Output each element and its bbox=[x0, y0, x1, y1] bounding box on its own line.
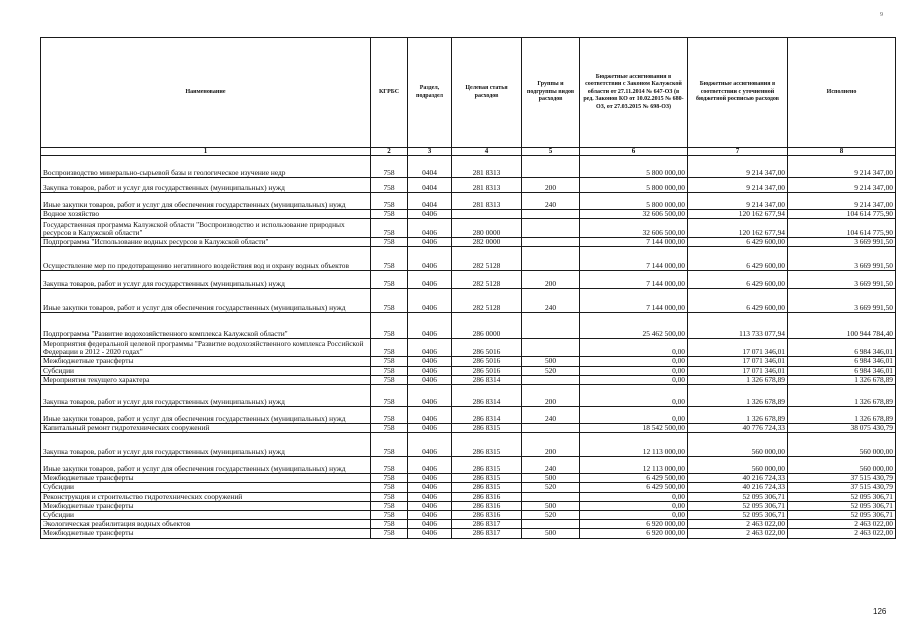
cell-target-article: 286 5016 bbox=[452, 357, 522, 366]
cell-kgrbs: 758 bbox=[371, 375, 408, 384]
cell-expense-group bbox=[522, 219, 580, 238]
cell-target-article: 286 8315 bbox=[452, 483, 522, 492]
table-row bbox=[41, 366, 896, 375]
cell-executed: 3 669 991,50 bbox=[788, 247, 896, 271]
cell-law-allocation: 5 800 000,00 bbox=[580, 178, 688, 193]
table-row bbox=[41, 313, 896, 339]
cell-kgrbs: 758 bbox=[371, 529, 408, 538]
cell-expense-group bbox=[522, 520, 580, 529]
table-row bbox=[41, 219, 896, 238]
cell-razdel: 0406 bbox=[408, 238, 452, 247]
cell-razdel: 0406 bbox=[408, 366, 452, 375]
budget-table bbox=[40, 37, 896, 539]
cell-target-article: 286 8315 bbox=[452, 474, 522, 483]
cell-razdel: 0406 bbox=[408, 433, 452, 457]
cell-law-allocation: 6 920 000,00 bbox=[580, 529, 688, 538]
cell-refined-allocation: 9 214 347,00 bbox=[688, 193, 788, 210]
cell-executed: 52 095 306,71 bbox=[788, 511, 896, 520]
corner-mark: 9 bbox=[880, 12, 883, 18]
table-row bbox=[41, 433, 896, 457]
cell-expense-group: 240 bbox=[522, 407, 580, 424]
cell-refined-allocation: 120 162 677,94 bbox=[688, 210, 788, 219]
cell-executed: 9 214 347,00 bbox=[788, 193, 896, 210]
cell-refined-allocation: 17 071 346,01 bbox=[688, 339, 788, 357]
cell-name: Закупка товаров, работ и услуг для государственных (муниципальных) нужд bbox=[41, 385, 371, 407]
cell-kgrbs: 758 bbox=[371, 366, 408, 375]
cell-expense-group bbox=[522, 238, 580, 247]
cell-kgrbs: 758 bbox=[371, 247, 408, 271]
cell-kgrbs: 758 bbox=[371, 219, 408, 238]
cell-executed: 37 515 430,79 bbox=[788, 483, 896, 492]
cell-refined-allocation: 2 463 022,00 bbox=[688, 529, 788, 538]
cell-target-article: 286 8315 bbox=[452, 424, 522, 433]
cell-kgrbs: 758 bbox=[371, 424, 408, 433]
cell-expense-group: 200 bbox=[522, 385, 580, 407]
cell-target-article: 281 8313 bbox=[452, 193, 522, 210]
cell-razdel: 0406 bbox=[408, 313, 452, 339]
cell-refined-allocation: 6 429 600,00 bbox=[688, 247, 788, 271]
cell-kgrbs: 758 bbox=[371, 492, 408, 501]
table-row bbox=[41, 492, 896, 501]
cell-expense-group: 240 bbox=[522, 193, 580, 210]
cell-law-allocation: 0,00 bbox=[580, 407, 688, 424]
cell-law-allocation: 12 113 000,00 bbox=[580, 457, 688, 474]
table-row bbox=[41, 483, 896, 492]
cell-expense-group bbox=[522, 492, 580, 501]
header-kgrbs: КГРБС bbox=[371, 38, 408, 148]
cell-expense-group: 520 bbox=[522, 483, 580, 492]
cell-refined-allocation: 17 071 346,01 bbox=[688, 357, 788, 366]
cell-kgrbs: 758 bbox=[371, 385, 408, 407]
cell-expense-group bbox=[522, 339, 580, 357]
cell-executed: 6 984 346,01 bbox=[788, 339, 896, 357]
cell-kgrbs: 758 bbox=[371, 457, 408, 474]
table-row bbox=[41, 520, 896, 529]
cell-expense-group: 240 bbox=[522, 457, 580, 474]
cell-law-allocation: 32 606 500,00 bbox=[580, 219, 688, 238]
cell-refined-allocation: 9 214 347,00 bbox=[688, 178, 788, 193]
table-row bbox=[41, 529, 896, 538]
column-number: 3 bbox=[408, 148, 452, 156]
cell-expense-group: 200 bbox=[522, 271, 580, 289]
cell-razdel: 0406 bbox=[408, 210, 452, 219]
column-number: 7 bbox=[688, 148, 788, 156]
table-row bbox=[41, 210, 896, 219]
column-number: 1 bbox=[41, 148, 371, 156]
cell-target-article: 286 8317 bbox=[452, 529, 522, 538]
cell-executed: 100 944 784,40 bbox=[788, 313, 896, 339]
cell-law-allocation: 5 800 000,00 bbox=[580, 156, 688, 178]
column-number-row bbox=[41, 148, 896, 156]
header-name: Наименование bbox=[41, 38, 371, 148]
cell-executed: 9 214 347,00 bbox=[788, 178, 896, 193]
cell-executed: 6 984 346,01 bbox=[788, 366, 896, 375]
cell-executed: 38 075 430,79 bbox=[788, 424, 896, 433]
cell-refined-allocation: 52 095 306,71 bbox=[688, 492, 788, 501]
header-executed: Исполнено bbox=[788, 38, 896, 148]
cell-executed: 6 984 346,01 bbox=[788, 357, 896, 366]
header-target-article: Целевая статья расходов bbox=[452, 38, 522, 148]
cell-kgrbs: 758 bbox=[371, 511, 408, 520]
table-row bbox=[41, 357, 896, 366]
cell-law-allocation: 6 920 000,00 bbox=[580, 520, 688, 529]
cell-kgrbs: 758 bbox=[371, 238, 408, 247]
page-number: 126 bbox=[873, 607, 887, 616]
cell-expense-group: 200 bbox=[522, 433, 580, 457]
cell-razdel: 0406 bbox=[408, 474, 452, 483]
cell-executed: 1 326 678,89 bbox=[788, 407, 896, 424]
cell-razdel: 0406 bbox=[408, 247, 452, 271]
table-row bbox=[41, 271, 896, 289]
cell-kgrbs: 758 bbox=[371, 433, 408, 457]
header-razdel: Раздел, подраздел bbox=[408, 38, 452, 148]
cell-name: Реконструкция и строительство гидротехнических сооружений bbox=[41, 492, 371, 501]
cell-law-allocation: 6 429 500,00 bbox=[580, 483, 688, 492]
cell-target-article: 286 8314 bbox=[452, 407, 522, 424]
cell-name: Субсидии bbox=[41, 366, 371, 375]
cell-target-article: 286 8316 bbox=[452, 501, 522, 510]
cell-kgrbs: 758 bbox=[371, 271, 408, 289]
column-number: 2 bbox=[371, 148, 408, 156]
cell-target-article: 286 5016 bbox=[452, 366, 522, 375]
cell-refined-allocation: 6 429 600,00 bbox=[688, 271, 788, 289]
cell-target-article: 282 5128 bbox=[452, 247, 522, 271]
cell-expense-group: 500 bbox=[522, 474, 580, 483]
cell-refined-allocation: 52 095 306,71 bbox=[688, 511, 788, 520]
cell-kgrbs: 758 bbox=[371, 474, 408, 483]
column-number: 5 bbox=[522, 148, 580, 156]
table-row bbox=[41, 511, 896, 520]
cell-executed: 1 326 678,89 bbox=[788, 375, 896, 384]
cell-kgrbs: 758 bbox=[371, 313, 408, 339]
cell-name: Подпрограмма "Использование водных ресурсов в Калужской области" bbox=[41, 238, 371, 247]
cell-expense-group: 500 bbox=[522, 357, 580, 366]
cell-expense-group bbox=[522, 424, 580, 433]
cell-refined-allocation: 560 000,00 bbox=[688, 457, 788, 474]
header-refined-allocations: Бюджетные ассигнования в соответствии с уточненной бюджетной росписью расходов bbox=[688, 38, 788, 148]
cell-refined-allocation: 40 776 724,33 bbox=[688, 424, 788, 433]
cell-expense-group bbox=[522, 247, 580, 271]
cell-executed: 9 214 347,00 bbox=[788, 156, 896, 178]
table-row bbox=[41, 238, 896, 247]
header-row bbox=[41, 38, 896, 148]
cell-name: Водное хозяйство bbox=[41, 210, 371, 219]
cell-target-article: 286 0000 bbox=[452, 313, 522, 339]
cell-kgrbs: 758 bbox=[371, 501, 408, 510]
cell-refined-allocation: 6 429 600,00 bbox=[688, 238, 788, 247]
table-row bbox=[41, 407, 896, 424]
cell-expense-group: 200 bbox=[522, 178, 580, 193]
cell-name: Субсидии bbox=[41, 483, 371, 492]
cell-refined-allocation: 40 216 724,33 bbox=[688, 483, 788, 492]
table-row bbox=[41, 457, 896, 474]
cell-refined-allocation: 9 214 347,00 bbox=[688, 156, 788, 178]
table-row bbox=[41, 193, 896, 210]
cell-expense-group bbox=[522, 156, 580, 178]
table-row bbox=[41, 474, 896, 483]
cell-law-allocation: 32 606 500,00 bbox=[580, 210, 688, 219]
cell-target-article: 281 8313 bbox=[452, 156, 522, 178]
cell-target-article: 280 0000 bbox=[452, 219, 522, 238]
cell-name: Осуществление мер по предотвращению негативного воздействия вод и охрану водных объектов bbox=[41, 247, 371, 271]
cell-target-article: 281 8313 bbox=[452, 178, 522, 193]
cell-target-article: 282 5128 bbox=[452, 271, 522, 289]
cell-name: Межбюджетные трансферты bbox=[41, 357, 371, 366]
cell-razdel: 0404 bbox=[408, 193, 452, 210]
table-row bbox=[41, 501, 896, 510]
cell-kgrbs: 758 bbox=[371, 520, 408, 529]
cell-executed: 560 000,00 bbox=[788, 457, 896, 474]
cell-kgrbs: 758 bbox=[371, 357, 408, 366]
cell-executed: 2 463 022,00 bbox=[788, 520, 896, 529]
cell-name: Межбюджетные трансферты bbox=[41, 501, 371, 510]
cell-razdel: 0406 bbox=[408, 520, 452, 529]
cell-refined-allocation: 52 095 306,71 bbox=[688, 501, 788, 510]
cell-expense-group: 240 bbox=[522, 289, 580, 313]
cell-target-article bbox=[452, 210, 522, 219]
table-row bbox=[41, 339, 896, 357]
cell-razdel: 0406 bbox=[408, 529, 452, 538]
cell-expense-group: 500 bbox=[522, 501, 580, 510]
cell-refined-allocation: 1 326 678,89 bbox=[688, 375, 788, 384]
cell-executed: 37 515 430,79 bbox=[788, 474, 896, 483]
cell-name: Мероприятия текущего характера bbox=[41, 375, 371, 384]
cell-razdel: 0406 bbox=[408, 483, 452, 492]
cell-razdel: 0406 bbox=[408, 339, 452, 357]
cell-target-article: 286 8314 bbox=[452, 375, 522, 384]
cell-razdel: 0404 bbox=[408, 178, 452, 193]
table-row bbox=[41, 375, 896, 384]
cell-refined-allocation: 113 733 077,94 bbox=[688, 313, 788, 339]
cell-kgrbs: 758 bbox=[371, 193, 408, 210]
cell-law-allocation: 12 113 000,00 bbox=[580, 433, 688, 457]
cell-kgrbs: 758 bbox=[371, 210, 408, 219]
table-body bbox=[41, 156, 896, 539]
cell-law-allocation: 7 144 000,00 bbox=[580, 271, 688, 289]
cell-target-article: 282 0000 bbox=[452, 238, 522, 247]
cell-razdel: 0404 bbox=[408, 156, 452, 178]
cell-target-article: 282 5128 bbox=[452, 289, 522, 313]
cell-kgrbs: 758 bbox=[371, 178, 408, 193]
cell-law-allocation: 7 144 000,00 bbox=[580, 247, 688, 271]
cell-name: Капитальный ремонт гидротехнических сооружений bbox=[41, 424, 371, 433]
cell-razdel: 0406 bbox=[408, 357, 452, 366]
cell-executed: 2 463 022,00 bbox=[788, 529, 896, 538]
cell-razdel: 0406 bbox=[408, 501, 452, 510]
cell-refined-allocation: 1 326 678,89 bbox=[688, 407, 788, 424]
cell-target-article: 286 8317 bbox=[452, 520, 522, 529]
cell-refined-allocation: 17 071 346,01 bbox=[688, 366, 788, 375]
column-number: 4 bbox=[452, 148, 522, 156]
cell-law-allocation: 0,00 bbox=[580, 385, 688, 407]
cell-law-allocation: 25 462 500,00 bbox=[580, 313, 688, 339]
cell-executed: 3 669 991,50 bbox=[788, 289, 896, 313]
cell-law-allocation: 0,00 bbox=[580, 375, 688, 384]
cell-razdel: 0406 bbox=[408, 271, 452, 289]
cell-refined-allocation: 2 463 022,00 bbox=[688, 520, 788, 529]
cell-executed: 3 669 991,50 bbox=[788, 238, 896, 247]
cell-name: Субсидии bbox=[41, 511, 371, 520]
cell-executed: 560 000,00 bbox=[788, 433, 896, 457]
cell-razdel: 0406 bbox=[408, 385, 452, 407]
cell-name: Иные закупки товаров, работ и услуг для обеспечения государственных (муниципальных) нужд bbox=[41, 193, 371, 210]
cell-law-allocation: 7 144 000,00 bbox=[580, 289, 688, 313]
table-row bbox=[41, 156, 896, 178]
cell-kgrbs: 758 bbox=[371, 156, 408, 178]
cell-target-article: 286 8316 bbox=[452, 511, 522, 520]
table-row bbox=[41, 178, 896, 193]
cell-kgrbs: 758 bbox=[371, 289, 408, 313]
cell-executed: 104 614 775,90 bbox=[788, 219, 896, 238]
cell-law-allocation: 7 144 000,00 bbox=[580, 238, 688, 247]
cell-law-allocation: 5 800 000,00 bbox=[580, 193, 688, 210]
table-row bbox=[41, 247, 896, 271]
table-row bbox=[41, 424, 896, 433]
cell-refined-allocation: 1 326 678,89 bbox=[688, 385, 788, 407]
cell-law-allocation: 0,00 bbox=[580, 492, 688, 501]
cell-law-allocation: 0,00 bbox=[580, 366, 688, 375]
cell-executed: 104 614 775,90 bbox=[788, 210, 896, 219]
cell-razdel: 0406 bbox=[408, 289, 452, 313]
cell-name: Закупка товаров, работ и услуг для государственных (муниципальных) нужд bbox=[41, 433, 371, 457]
cell-kgrbs: 758 bbox=[371, 407, 408, 424]
cell-kgrbs: 758 bbox=[371, 339, 408, 357]
cell-razdel: 0406 bbox=[408, 219, 452, 238]
cell-expense-group: 500 bbox=[522, 529, 580, 538]
cell-refined-allocation: 560 000,00 bbox=[688, 433, 788, 457]
cell-expense-group bbox=[522, 313, 580, 339]
cell-razdel: 0406 bbox=[408, 457, 452, 474]
header-expense-group: Группы и подгруппы видов расходов bbox=[522, 38, 580, 148]
header-law-allocations: Бюджетные ассигнования в соответствии с Законом Калужской области от 27.11.2014 № 647-ОЗ (в ред. Законов КО от 10.02.2015 № 680-ОЗ, от 27.03.2015 № 698-ОЗ) bbox=[580, 38, 688, 148]
cell-refined-allocation: 40 216 724,33 bbox=[688, 474, 788, 483]
table-row bbox=[41, 385, 896, 407]
cell-target-article: 286 8314 bbox=[452, 385, 522, 407]
cell-refined-allocation: 6 429 600,00 bbox=[688, 289, 788, 313]
cell-name: Экологическая реабилитация водных объектов bbox=[41, 520, 371, 529]
table-row bbox=[41, 289, 896, 313]
cell-refined-allocation: 120 162 677,94 bbox=[688, 219, 788, 238]
cell-law-allocation: 0,00 bbox=[580, 511, 688, 520]
cell-law-allocation: 0,00 bbox=[580, 357, 688, 366]
cell-target-article: 286 8315 bbox=[452, 457, 522, 474]
cell-executed: 1 326 678,89 bbox=[788, 385, 896, 407]
cell-razdel: 0406 bbox=[408, 492, 452, 501]
cell-name: Иные закупки товаров, работ и услуг для обеспечения государственных (муниципальных) нужд bbox=[41, 407, 371, 424]
cell-name: Воспроизводство минерально-сырьевой базы и геологическое изучение недр bbox=[41, 156, 371, 178]
cell-name: Закупка товаров, работ и услуг для государственных (муниципальных) нужд bbox=[41, 271, 371, 289]
column-number: 8 bbox=[788, 148, 896, 156]
cell-razdel: 0406 bbox=[408, 407, 452, 424]
cell-executed: 52 095 306,71 bbox=[788, 492, 896, 501]
cell-name: Мероприятия федеральной целевой программы "Развитие водохозяйственного комплекса Российской Федерации в 2012 - 2020 годах" bbox=[41, 339, 371, 357]
cell-law-allocation: 6 429 500,00 bbox=[580, 474, 688, 483]
cell-law-allocation: 0,00 bbox=[580, 339, 688, 357]
cell-name: Межбюджетные трансферты bbox=[41, 474, 371, 483]
cell-name: Иные закупки товаров, работ и услуг для обеспечения государственных (муниципальных) нужд bbox=[41, 289, 371, 313]
cell-target-article: 286 5016 bbox=[452, 339, 522, 357]
cell-razdel: 0406 bbox=[408, 511, 452, 520]
cell-executed: 52 095 306,71 bbox=[788, 501, 896, 510]
cell-law-allocation: 18 542 500,00 bbox=[580, 424, 688, 433]
cell-expense-group bbox=[522, 375, 580, 384]
cell-law-allocation: 0,00 bbox=[580, 501, 688, 510]
cell-name: Межбюджетные трансферты bbox=[41, 529, 371, 538]
cell-expense-group: 520 bbox=[522, 366, 580, 375]
cell-name: Государственная программа Калужской области "Воспроизводство и использование природных ресурсов в Калужской области" bbox=[41, 219, 371, 238]
cell-target-article: 286 8316 bbox=[452, 492, 522, 501]
cell-razdel: 0406 bbox=[408, 424, 452, 433]
cell-kgrbs: 758 bbox=[371, 483, 408, 492]
cell-razdel: 0406 bbox=[408, 375, 452, 384]
cell-executed: 3 669 991,50 bbox=[788, 271, 896, 289]
cell-name: Подпрограмма "Развитие водохозяйственного комплекса Калужской области" bbox=[41, 313, 371, 339]
column-number: 6 bbox=[580, 148, 688, 156]
cell-name: Закупка товаров, работ и услуг для государственных (муниципальных) нужд bbox=[41, 178, 371, 193]
cell-target-article: 286 8315 bbox=[452, 433, 522, 457]
cell-name: Иные закупки товаров, работ и услуг для обеспечения государственных (муниципальных) нужд bbox=[41, 457, 371, 474]
cell-expense-group bbox=[522, 210, 580, 219]
cell-expense-group: 520 bbox=[522, 511, 580, 520]
